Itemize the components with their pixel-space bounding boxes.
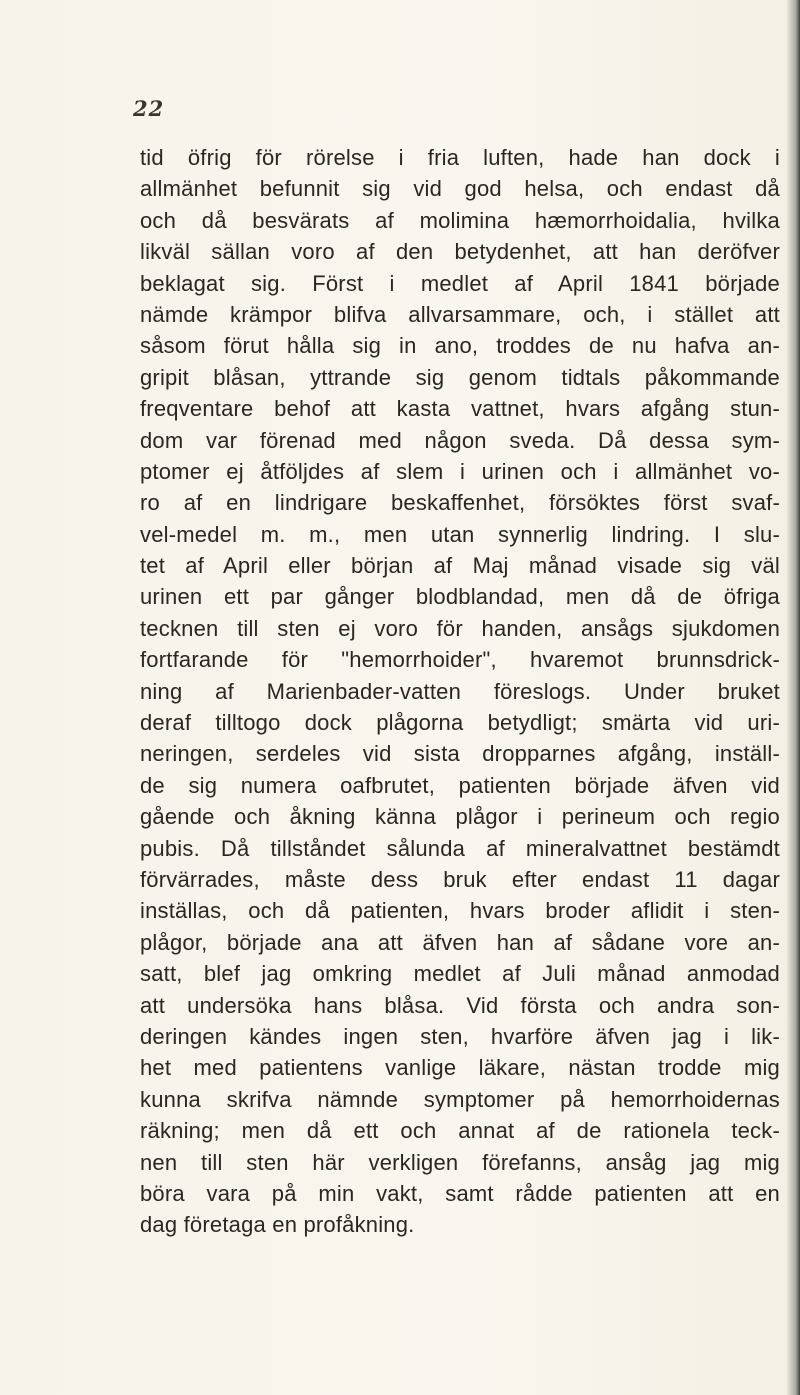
- text-line: urinen ett par gånger blodblandad, men då de öfriga: [140, 584, 780, 610]
- body-text: [140, 142, 780, 1241]
- text-line: plågor, började ana att äfven han af sådane vore an-: [140, 929, 780, 955]
- text-line: förvärrades, måste dess bruk efter endast 11 dagar: [140, 866, 780, 892]
- text-line: likväl sällan voro af den betydenhet, att han deröfver: [140, 239, 780, 265]
- page-number: 22: [133, 96, 165, 121]
- text-line: dom var förenad med någon sveda. Då dessa sym-: [140, 427, 780, 453]
- text-line: neringen, serdeles vid sista dropparnes afgång, inställ-: [140, 741, 780, 767]
- page-edge-shadow: [786, 0, 800, 1395]
- text-line: tet af April eller början af Maj månad visade sig väl: [140, 553, 780, 579]
- text-line: pubis. Då tillståndet sålunda af mineralvattnet bestämdt: [140, 835, 780, 861]
- text-line: ro af en lindrigare beskaffenhet, försöktes först svaf-: [140, 490, 780, 516]
- text-line: ptomer ej åtföljdes af slem i urinen och i allmänhet vo-: [140, 458, 780, 484]
- text-line: dag företaga en profåkning.: [140, 1212, 415, 1238]
- text-line: fortfarande för "hemorrhoider", hvaremot brunnsdrick-: [140, 647, 780, 673]
- text-line: kunna skrifva nämnde symptomer på hemorrhoidernas: [140, 1086, 780, 1112]
- text-line: tid öfrig för rörelse i fria luften, hade han dock i: [140, 145, 780, 170]
- text-line: het med patientens vanlige läkare, nästan trodde mig: [140, 1055, 780, 1081]
- text-line: freqventare behof att kasta vattnet, hvars afgång stun-: [140, 396, 780, 422]
- text-line: allmänhet befunnit sig vid god helsa, och endast då: [140, 176, 780, 202]
- text-line: nämde krämpor blifva allvarsammare, och, i stället att: [140, 301, 780, 327]
- text-line: de sig numera oafbrutet, patienten började äfven vid: [140, 772, 780, 798]
- text-line: vel-medel m. m., men utan synnerlig lindring. I slu-: [140, 521, 780, 547]
- text-line: inställas, och då patienten, hvars broder aflidit i sten-: [140, 898, 780, 924]
- text-line: nen till sten här verkligen förefanns, ansåg jag mig: [140, 1149, 780, 1175]
- text-line: deraf tilltogo dock plågorna betydligt; smärta vid uri-: [140, 710, 780, 736]
- text-line: tecknen till sten ej voro för handen, ansågs sjukdomen: [140, 615, 780, 641]
- text-line: satt, blef jag omkring medlet af Juli månad anmodad: [140, 961, 780, 987]
- text-line: räkning; men då ett och annat af de rationela teck-: [140, 1118, 780, 1144]
- text-line: gripit blåsan, yttrande sig genom tidtals påkommande: [140, 364, 780, 390]
- text-line: deringen kändes ingen sten, hvarföre äfven jag i lik-: [140, 1023, 780, 1049]
- text-line: och då besvärats af molimina hæmorrhoidalia, hvilka: [140, 207, 780, 233]
- text-line: ning af Marienbader-vatten föreslogs. Under bruket: [140, 678, 780, 704]
- text-line: att undersöka hans blåsa. Vid första och andra son-: [140, 992, 780, 1018]
- text-line: böra vara på min vakt, samt rådde patienten att en: [140, 1180, 780, 1206]
- text-line: såsom förut hålla sig in ano, troddes de nu hafva an-: [140, 333, 780, 359]
- text-line: gående och åkning känna plågor i perineum och regio: [140, 804, 780, 830]
- text-line: beklagat sig. Först i medlet af April 1841 började: [140, 270, 780, 296]
